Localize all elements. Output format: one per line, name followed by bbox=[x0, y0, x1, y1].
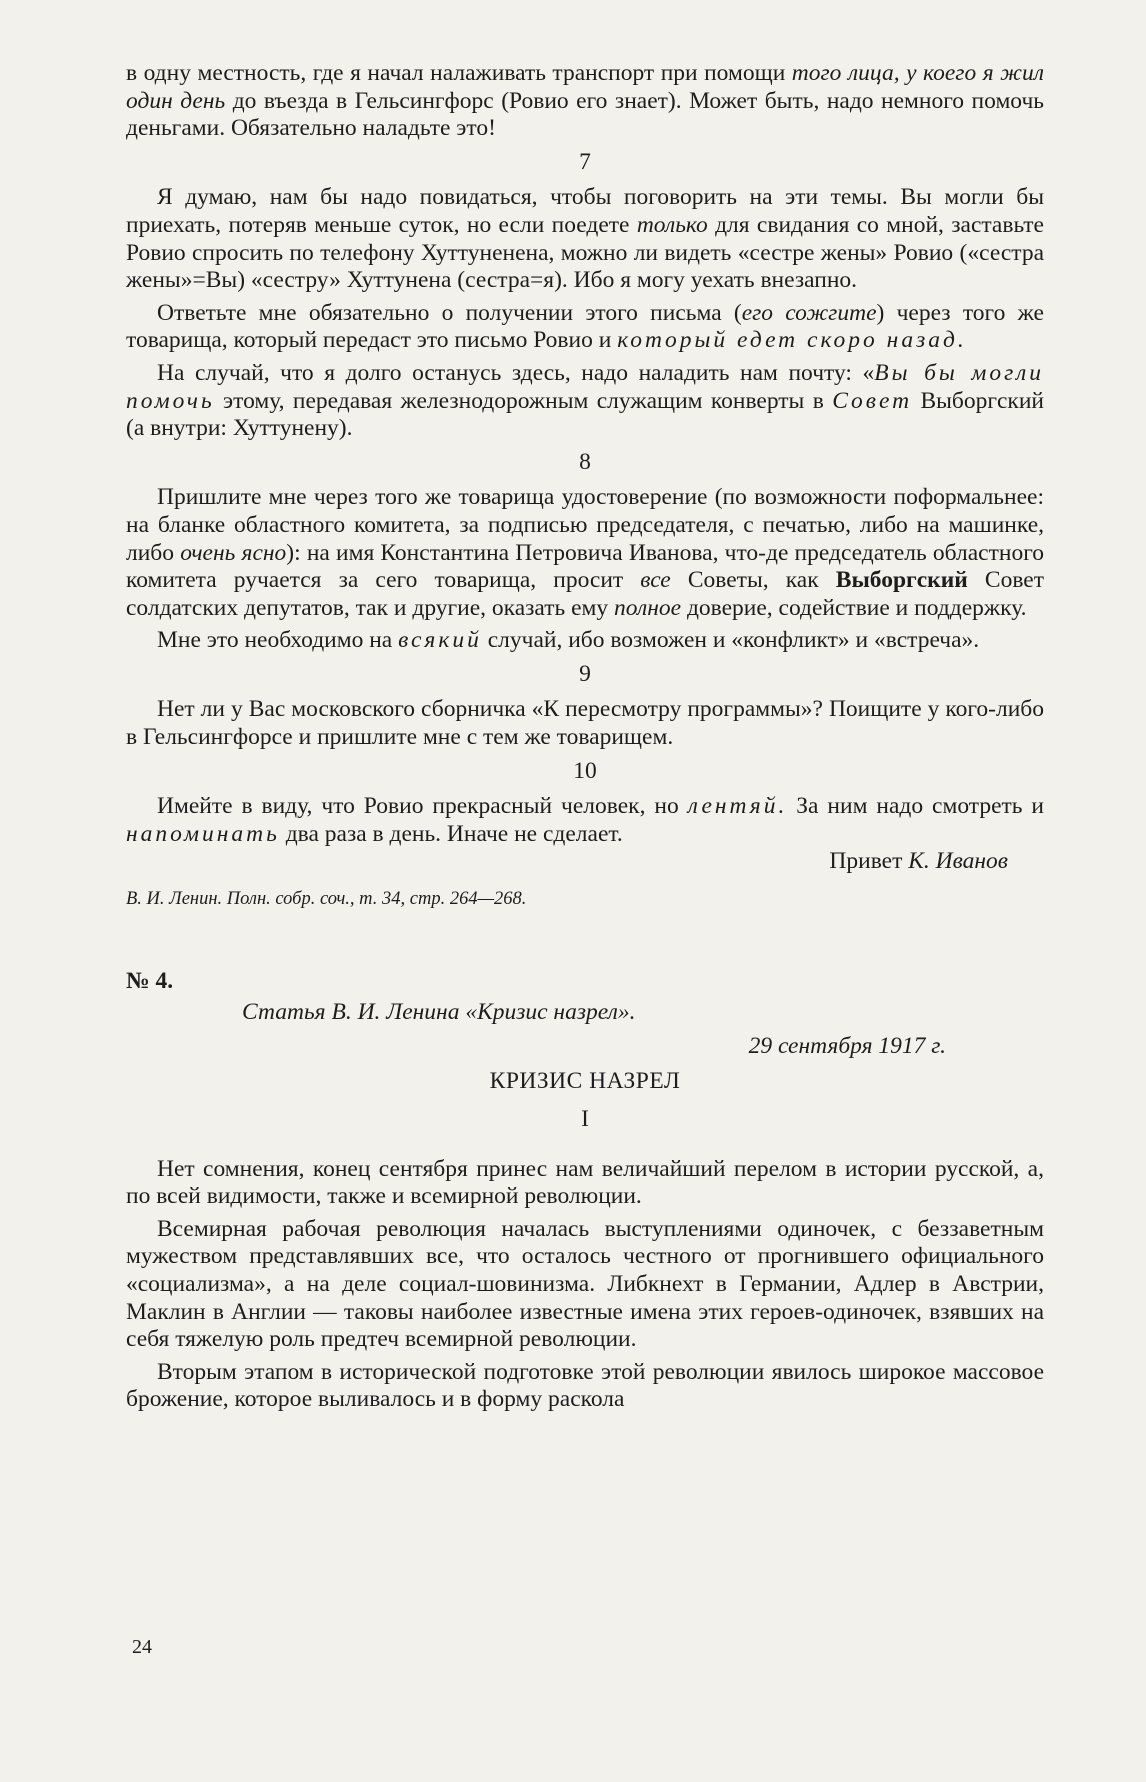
section-number-7: 7 bbox=[579, 148, 591, 175]
section-number-8: 8 bbox=[579, 448, 591, 475]
paragraph: Я думаю, нам бы надо повидаться, чтобы поговорить на эти темы. Вы могли бы приехать, потеряв меньше суток, но если поедете только для свидания со мной, заставьте Ровио спросить по телефону Хуттуненена, можно ли видеть «сестре жены» Ровио («сестра жены»=Вы) «сестру» Хуттунена (сестра=я). Ибо я могу уехать внезапно. bbox=[126, 184, 1044, 294]
article-heading: КРИЗИС НАЗРЕЛ bbox=[489, 1068, 681, 1095]
document-title: Статья В. И. Ленина «Кризис назрел». bbox=[242, 999, 636, 1026]
paragraph: Вторым этапом в исторической подготовке этой революции явилось широкое массовое брожение, которое выливалось и в форму раскола bbox=[126, 1358, 1044, 1413]
paragraph: Нет сомнения, конец сентября принес нам величайший перелом в истории русской, а, по всей видимости, также и всемирной революции. bbox=[126, 1155, 1044, 1210]
section-number-10: 10 bbox=[573, 757, 597, 784]
paragraph: Имейте в виду, что Ровио прекрасный человек, но лентяй. За ним надо смотреть и напоминать два раза в день. Иначе не сделает. bbox=[126, 793, 1044, 847]
paragraph: На случай, что я долго останусь здесь, надо наладить нам почту: «Вы бы могли помочь этому, передавая железнодорожным служащим конверты в Совет Выборгский (а внутри: Хуттунену). bbox=[126, 359, 1045, 442]
document-date: 29 сентября 1917 г. bbox=[748, 1032, 946, 1059]
paragraph: Пришлите мне через того же товарища удостоверение (по возможности поформальнее: на бланке областного комитета, за подписью председателя, с печатью, либо на машинке, либо очень ясно): на имя Константина Петровича Иванова, что-де председатель областного комитета ручается за сего товарища, просит все Советы, как Выборгский Совет солдатских депутатов, так и другие, оказать ему полное доверие, содействие и поддержку. bbox=[126, 484, 1044, 621]
page-body bbox=[126, 60, 1044, 1414]
paragraph: Всемирная рабочая революция началась выступлениями одиночек, с беззаветным мужеством представлявших все, что осталось честного от прогнившего официального «социализма», а на деле социал-шовинизма. Либкнехт в Германии, Адлер в Австрии, Маклин в Англии — таковы наиболее известные имена этих героев-одиночек, взявших на себя тяжелую роль предтеч всемирной революции. bbox=[126, 1215, 1044, 1353]
chapter-number: I bbox=[581, 1106, 589, 1132]
section-number-9: 9 bbox=[579, 660, 591, 687]
paragraph: Мне это необходимо на всякий случай, ибо возможен и «конфликт» и «встреча». bbox=[157, 627, 980, 654]
paragraph-top: в одну местность, где я начал налаживать транспорт при помощи того лица, у коего я жил один день до въезда в Гельсингфорс (Ровио его знает). Может быть, надо немного помочь деньгами. Обязательно наладьте это! bbox=[126, 60, 1044, 142]
document-number: № 4. bbox=[126, 967, 174, 994]
source-citation: В. И. Ленин. Полн. собр. соч., т. 34, стр. 264—268. bbox=[126, 889, 527, 910]
page-number: 24 bbox=[132, 1636, 152, 1658]
signature-line: Привет К. Иванов bbox=[829, 848, 1008, 875]
paragraph: Нет ли у Вас московского сборничка «К пересмотру программы»? Поищите у кого-либо в Гельсингфорсе и пришлите мне с тем же товарищем. bbox=[126, 696, 1044, 751]
paragraph: Ответьте мне обязательно о получении этого письма (его сожгите) через того же товарища, который передаст это письмо Ровио и который едет скоро назад. bbox=[126, 299, 1044, 354]
